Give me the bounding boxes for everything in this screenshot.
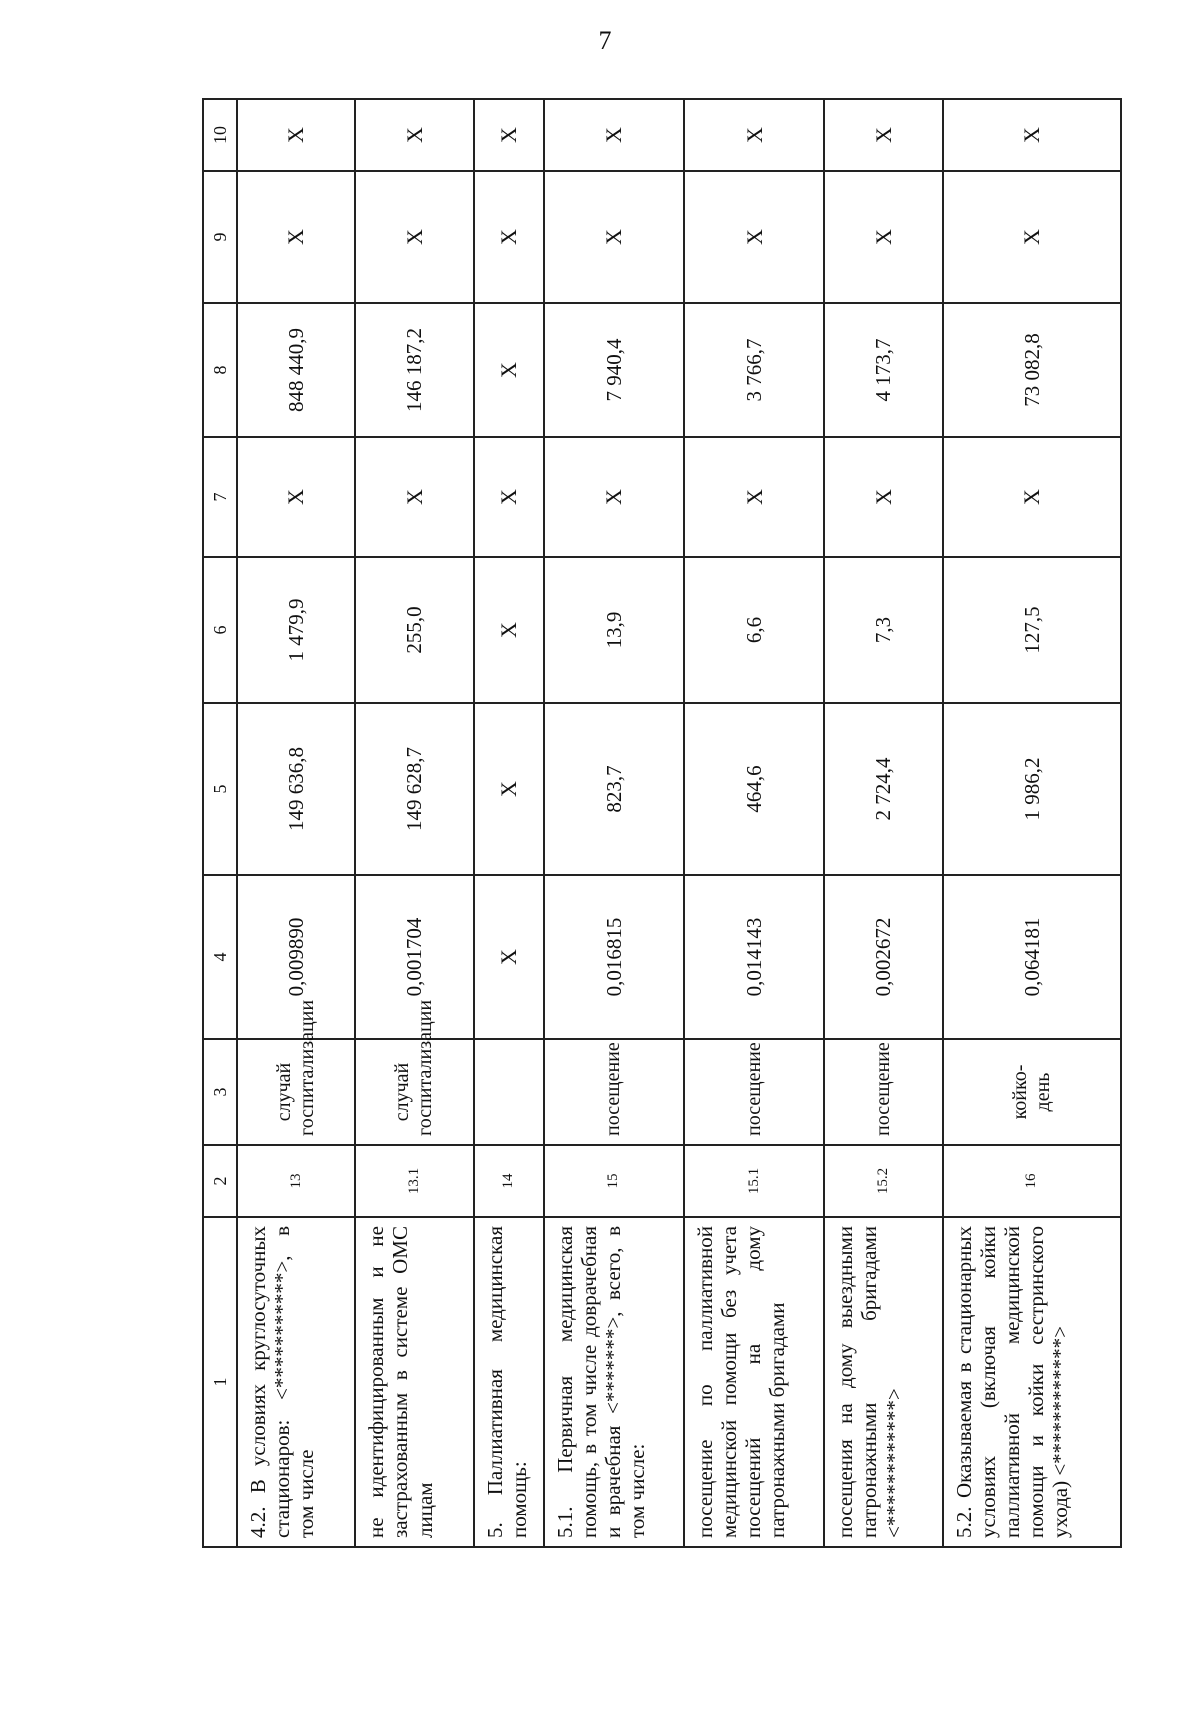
table-cell: 127,5 xyxy=(943,557,1121,703)
table-cell: 3 766,7 xyxy=(684,303,824,437)
table-row xyxy=(544,99,684,1547)
unit-cell: посещение xyxy=(824,1039,942,1145)
table-cell: 0,014143 xyxy=(684,875,824,1039)
table-cell: Х xyxy=(355,437,473,557)
table-cell: Х xyxy=(474,557,544,703)
unit-cell: случай госпитализации xyxy=(355,1039,473,1145)
table-row xyxy=(237,99,355,1547)
unit-cell: койко-день xyxy=(943,1039,1121,1145)
data-table xyxy=(202,98,1122,1548)
row-code: 16 xyxy=(943,1145,1121,1217)
column-header: 8 xyxy=(203,303,237,437)
unit-cell: посещение xyxy=(684,1039,824,1145)
table-cell: Х xyxy=(943,171,1121,303)
table-cell: 0,016815 xyxy=(544,875,684,1039)
table-row xyxy=(824,99,942,1547)
row-code: 14 xyxy=(474,1145,544,1217)
page-number: 7 xyxy=(598,26,612,55)
table-cell: Х xyxy=(474,437,544,557)
column-header: 9 xyxy=(203,171,237,303)
table-cell: Х xyxy=(544,171,684,303)
table-cell: 146 187,2 xyxy=(355,303,473,437)
table-cell: 464,6 xyxy=(684,703,824,875)
table-cell: Х xyxy=(474,303,544,437)
table-row xyxy=(943,99,1121,1547)
table-cell: Х xyxy=(544,99,684,171)
table-cell: 0,064181 xyxy=(943,875,1121,1039)
table-cell: 0,002672 xyxy=(824,875,942,1039)
column-header: 3 xyxy=(203,1039,237,1145)
table-cell: 255,0 xyxy=(355,557,473,703)
table-cell: Х xyxy=(684,99,824,171)
row-code: 15.1 xyxy=(684,1145,824,1217)
table-cell: 7 940,4 xyxy=(544,303,684,437)
row-code: 13.1 xyxy=(355,1145,473,1217)
column-header: 4 xyxy=(203,875,237,1039)
table-row xyxy=(474,99,544,1547)
row-label: 5. Паллиативная медицинская помощь: xyxy=(474,1217,544,1547)
row-label: 4.2. В условиях круглосуточных стационаров: <***********>, в том числе xyxy=(237,1217,355,1547)
column-header: 7 xyxy=(203,437,237,557)
table-cell: 1 986,2 xyxy=(943,703,1121,875)
rotated-table-container xyxy=(202,100,1122,1548)
unit-cell: случай госпитализации xyxy=(237,1039,355,1145)
column-header: 2 xyxy=(203,1145,237,1217)
table-cell: 7,3 xyxy=(824,557,942,703)
table-row xyxy=(355,99,473,1547)
table-cell: Х xyxy=(684,171,824,303)
table-cell: 6,6 xyxy=(684,557,824,703)
row-label: 5.1. Первичная медицинская помощь, в том числе доврачебная и врачебная <*******>, всего, в том числе: xyxy=(544,1217,684,1547)
column-header: 6 xyxy=(203,557,237,703)
table-row xyxy=(684,99,824,1547)
row-label: 5.2. Оказываемая в стационарных условиях (включая койки паллиативной медицинской помощи и койки сестринского ухода) <************> xyxy=(943,1217,1121,1547)
unit-cell: посещение xyxy=(544,1039,684,1145)
table-cell: 848 440,9 xyxy=(237,303,355,437)
table-cell: 149 636,8 xyxy=(237,703,355,875)
table-cell: Х xyxy=(237,99,355,171)
table-cell: Х xyxy=(943,437,1121,557)
table-cell: Х xyxy=(355,99,473,171)
column-header: 5 xyxy=(203,703,237,875)
table-cell: Х xyxy=(474,171,544,303)
table-cell: Х xyxy=(544,437,684,557)
row-label: посещение по паллиативной медицинской помощи без учета посещений на дому патронажными бригадами xyxy=(684,1217,824,1547)
table-cell: Х xyxy=(474,875,544,1039)
table-cell: 823,7 xyxy=(544,703,684,875)
table-cell: Х xyxy=(237,171,355,303)
table-cell: Х xyxy=(474,703,544,875)
table-cell: Х xyxy=(943,99,1121,171)
table-cell: Х xyxy=(684,437,824,557)
table-cell: Х xyxy=(474,99,544,171)
table-cell: 1 479,9 xyxy=(237,557,355,703)
row-label: посещения на дому выездными патронажными бригадами <************> xyxy=(824,1217,942,1547)
unit-cell xyxy=(474,1039,544,1145)
table-cell: 149 628,7 xyxy=(355,703,473,875)
table-cell: 2 724,4 xyxy=(824,703,942,875)
table-cell: 13,9 xyxy=(544,557,684,703)
table-cell: 0,009890 xyxy=(237,875,355,1039)
row-label: не идентифицированным и не застрахованным в системе ОМС лицам xyxy=(355,1217,473,1547)
column-header: 1 xyxy=(203,1217,237,1547)
table-cell: Х xyxy=(237,437,355,557)
table-cell: Х xyxy=(355,171,473,303)
row-code: 15.2 xyxy=(824,1145,942,1217)
table-cell: 73 082,8 xyxy=(943,303,1121,437)
header-row xyxy=(203,99,237,1547)
table-cell: 0,001704 xyxy=(355,875,473,1039)
column-header: 10 xyxy=(203,99,237,171)
table-cell: Х xyxy=(824,99,942,171)
table-cell: Х xyxy=(824,437,942,557)
row-code: 15 xyxy=(544,1145,684,1217)
table-cell: Х xyxy=(824,171,942,303)
table-cell: 4 173,7 xyxy=(824,303,942,437)
row-code: 13 xyxy=(237,1145,355,1217)
